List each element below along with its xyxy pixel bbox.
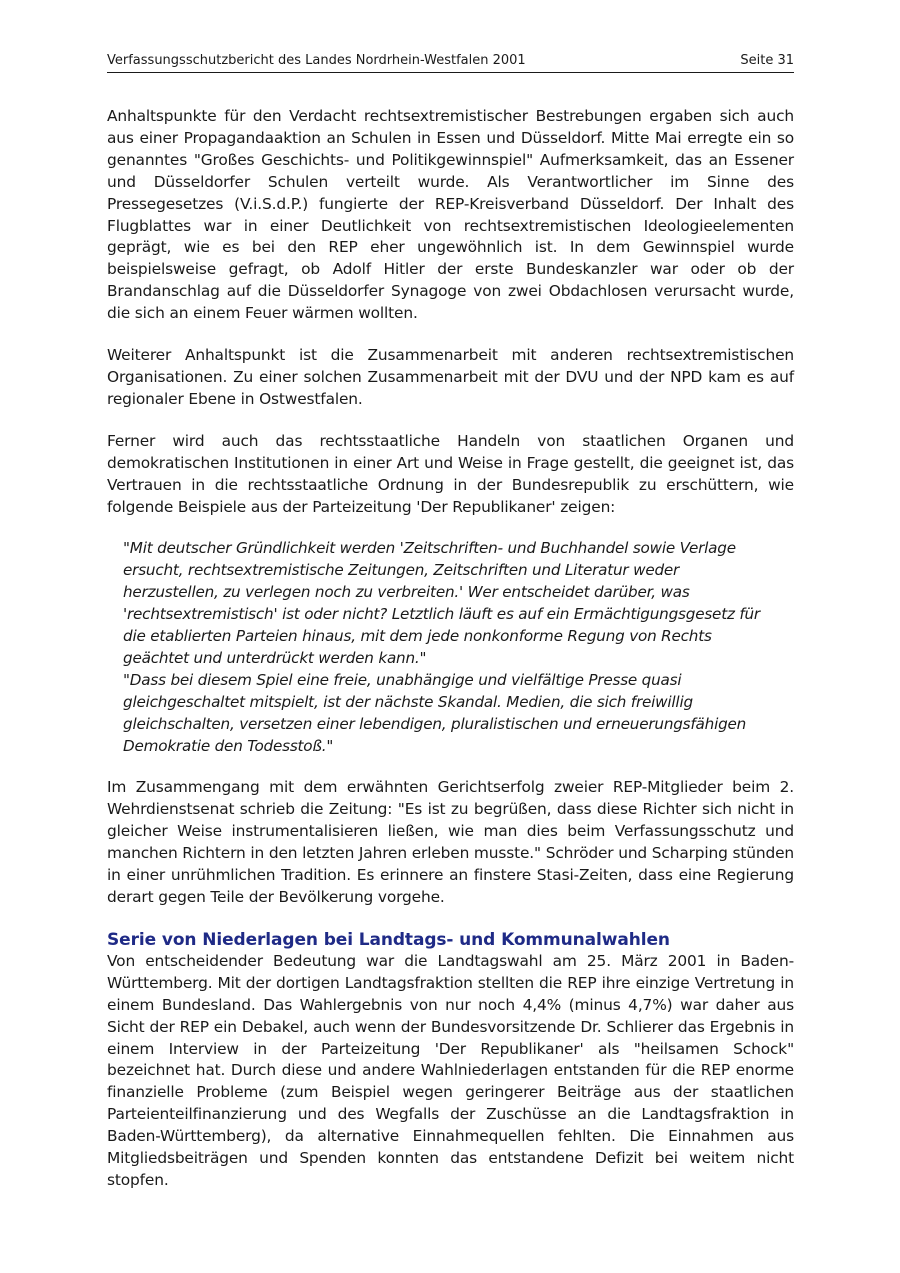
document-body (107, 106, 794, 1192)
paragraph-rule-of-law: Ferner wird auch das rechtsstaatliche Handeln von staatlichen Organen und demokratischen Institutionen in einer Art und Weise in Frage gestellt, die geeignet ist, das Vertrauen in die rechtsstaatliche Ordnung in der Bundesrepublik zu erschüttern, wie folgende Beispiele aus der Parteizeitung 'Der Republikaner' zeigen: (107, 431, 794, 516)
section-heading: Serie von Niederlagen bei Landtags- und Kommunalwahlen (107, 929, 670, 950)
paragraph-propaganda-action: Anhaltspunkte für den Verdacht rechtsextremistischer Bestrebungen ergaben sich auch aus einer Propagandaaktion an Schulen in Essen und Düsseldorf. Mitte Mai erregte ein so genanntes "Großes Geschichts- und Politikgewinnspiel" Aufmerksamkeit, das an Essener und Düsseldorfer Schulen verteilt wurde. Als Verantwortlicher im Sinne des Pressegesetzes (V.i.S.d.P.) fungierte der REP-Kreisverband Düsseldorf. Der Inhalt des Flugblattes war in einer Deutlichkeit von rechtsextremistischen Ideologieelementen geprägt, wie es bei den REP eher ungewöhnlich ist. In dem Gewinnspiel wurde beispielsweise gefragt, ob Adolf Hitler der erste Bundeskanzler war oder ob der Brandanschlag auf die Düsseldorfer Synagoge von zwei Obdachlosen verursacht wurde, die sich an einem Feuer wärmen wollten. (107, 107, 794, 323)
running-header (107, 52, 794, 73)
header-title: Verfassungsschutzbericht des Landes Nordrhein-Westfalen 2001 (107, 53, 526, 68)
page-number: Seite 31 (740, 53, 794, 68)
quote-2: "Dass bei diesem Spiel eine freie, unabhängige und vielfältige Presse quasi gleichgeschaltet mitspielt, ist der nächste Skandal. Medien, die sich freiwillig gleichschalten, versetzen einer lebendigen, pluralistischen und erneuerungsfähigen Demokratie den Todesstoß." (123, 670, 747, 755)
paragraph-court-success: Im Zusammengang mit dem erwähnten Gerichtserfolg zweier REP-Mitglieder beim 2. Wehrdienstsenat schrieb die Zeitung: "Es ist zu begrüßen, dass diese Richter sich nicht in gleicher Weise instrumentalisieren ließen, wie man dies beim Verfassungsschutz und manchen Richtern in den letzten Jahren erleben musste." Schröder und Scharping stünden in einer unrühmlichen Tradition. Es erinnere an finstere Stasi-Zeiten, dass eine Regierung derart gegen Teile der Bevölkerung vorgehe. (107, 778, 795, 906)
quote-1: "Mit deutscher Gründlichkeit werden 'Zeitschriften- und Buchhandel sowie Verlage ersucht, rechtsextremistische Zeitungen, Zeitschriften und Literatur weder herzustellen, zu verlegen noch zu verbreiten.' Wer entscheidet darüber, was 'rechtsextremistisch' ist oder nicht? Letztlich läuft es auf ein Ermächtigungsgesetz für die etablierten Parteien hinaus, mit dem jede nonkonforme Regung von Rechts geächtet und unterdrückt werden kann." (123, 539, 760, 667)
paragraph-election-defeats: Von entscheidender Bedeutung war die Landtagswahl am 25. März 2001 in Baden-Württemberg. Mit der dortigen Landtagsfraktion stellten die REP ihre einzige Vertretung in einem Bundesland. Das Wahlergebnis von nur noch 4,4% (minus 4,7%) war daher aus Sicht der REP ein Debakel, auch wenn der Bundesvorsitzende Dr. Schlierer das Ergebnis in einem Interview in der Parteizeitung 'Der Republikaner' als "heilsamen Schock" bezeichnet hat. Durch diese und andere Wahlniederlagen entstanden für die REP enorme finanzielle Probleme (zum Beispiel wegen geringerer Beiträge aus der staatlichen Parteienteilfinanzierung und des Wegfalls der Zuschüsse an die Landtagsfraktion in Baden-Württemberg), da alternative Einnahmequellen fehlten. Die Einnahmen aus Mitgliedsbeiträgen und Spenden konnten das entstandene Defizit bei weitem nicht stopfen. (107, 951, 794, 1189)
quote-block (123, 538, 778, 757)
paragraph-cooperation: Weiterer Anhaltspunkt ist die Zusammenarbeit mit anderen rechtsextremistischen Organisationen. Zu einer solchen Zusammenarbeit mit der DVU und der NPD kam es auf regionaler Ebene in Ostwestfalen. (107, 346, 794, 408)
document-page (107, 52, 794, 1212)
